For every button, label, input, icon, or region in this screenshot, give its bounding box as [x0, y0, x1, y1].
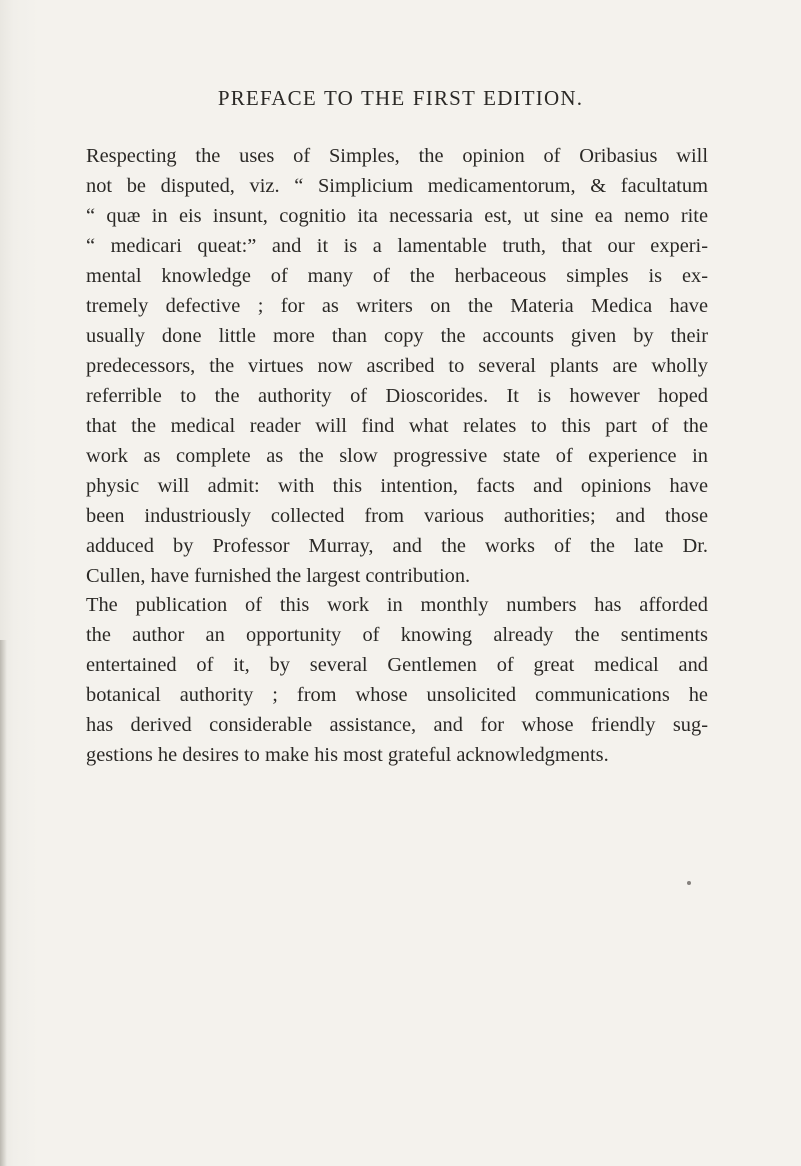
text-line: Respecting the uses of Simples, the opinion of Oribasius will [86, 145, 708, 167]
text-line: has derived considerable assistance, and for whose friendly sug- [86, 714, 708, 736]
page-binding-shadow [0, 640, 7, 1166]
paragraph-1 [86, 141, 708, 591]
text-line: the author an opportunity of knowing already the sentiments [86, 624, 708, 646]
text-line: that the medical reader will find what relates to this part of the [86, 415, 708, 437]
text-line: referrible to the authority of Dioscorides. It is however hoped [86, 385, 708, 407]
text-line: The publication of this work in monthly numbers has afforded [86, 594, 708, 616]
text-line: predecessors, the virtues now ascribed to several plants are wholly [86, 355, 708, 377]
text-line: usually done little more than copy the accounts given by their [86, 325, 708, 347]
text-line: mental knowledge of many of the herbaceous simples is ex- [86, 265, 708, 287]
text-line: botanical authority ; from whose unsolicited communications he [86, 684, 708, 706]
text-line: entertained of it, by several Gentlemen of great medical and [86, 654, 708, 676]
text-line: been industriously collected from various authorities; and those [86, 505, 708, 527]
text-line: tremely defective ; for as writers on the Materia Medica have [86, 295, 708, 317]
text-line: adduced by Professor Murray, and the works of the late Dr. [86, 535, 708, 557]
ink-speck [687, 881, 691, 885]
text-line: Cullen, have furnished the largest contribution. [86, 565, 471, 587]
text-line: “ medicari queat:” and it is a lamentable truth, that our experi- [86, 235, 708, 257]
text-line: work as complete as the slow progressive state of experience in [86, 445, 708, 467]
text-line: “ quæ in eis insunt, cognitio ita necessaria est, ut sine ea nemo rite [86, 205, 708, 227]
text-line: not be disputed, viz. “ Simplicium medicamentorum, & facultatum [86, 175, 708, 197]
page-heading: PREFACE TO THE FIRST EDITION. [217, 86, 584, 110]
paragraph-2 [86, 590, 708, 770]
text-line: gestions he desires to make his most grateful acknowledgments. [86, 744, 609, 766]
text-line: physic will admit: with this intention, facts and opinions have [86, 475, 708, 497]
